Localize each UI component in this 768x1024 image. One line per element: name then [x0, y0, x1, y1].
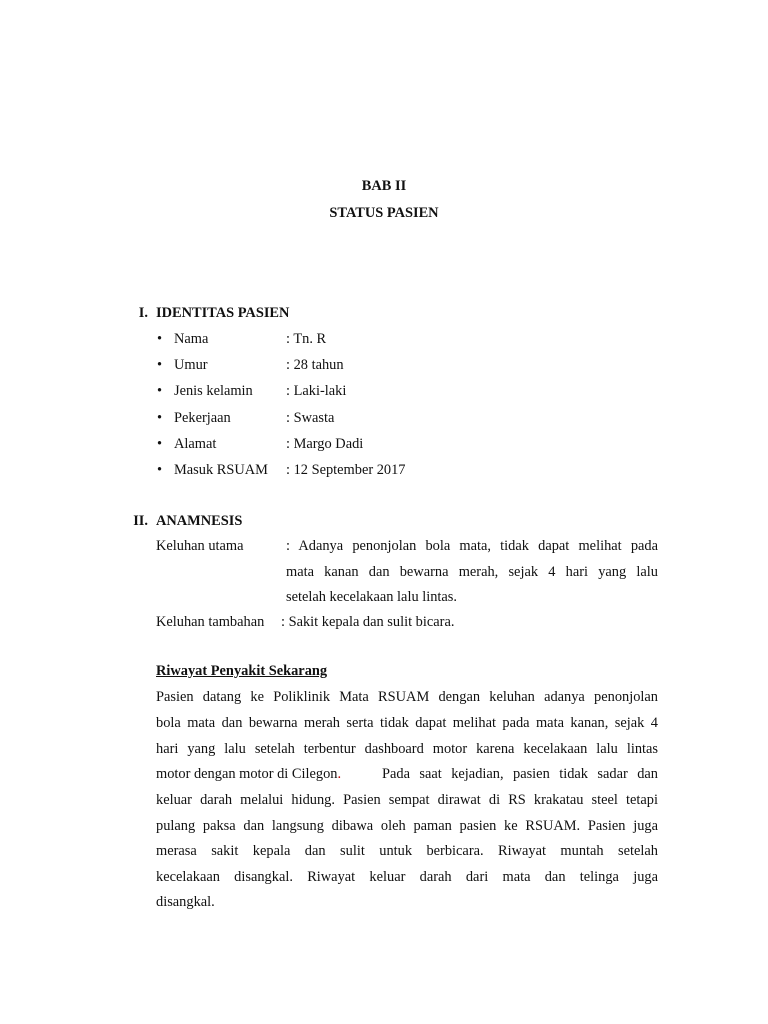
keluhan-tambahan-value: : Sakit kepala dan sulit bicara.: [281, 614, 455, 630]
riwayat-heading: Riwayat Penyakit Sekarang: [156, 663, 328, 679]
identity-value: : 12 September 2017: [286, 462, 406, 478]
riwayat-line: bola mata dan bewarna merah serta tidak dapat melihat pada mata kanan, sejak 4: [156, 715, 658, 731]
bullet-icon: •: [157, 462, 163, 478]
keluhan-utama-line: setelah kecelakaan lalu lintas.: [286, 589, 458, 605]
riwayat-line: keluar darah melalui hidung. Pasien sempat dirawat di RS krakatau steel tetapi: [156, 792, 658, 808]
riwayat-line: pulang paksa dan langsung dibawa oleh paman pasien ke RSUAM. Pasien juga: [156, 818, 658, 834]
section2-heading: ANAMNESIS: [156, 513, 243, 529]
identity-label: Jenis kelamin: [174, 383, 253, 399]
chapter-subtitle: STATUS PASIEN: [329, 205, 439, 221]
keluhan-utama-line: : Adanya penonjolan bola mata, tidak dapat melihat pada: [286, 538, 658, 554]
bullet-icon: •: [157, 436, 163, 452]
identity-label: Alamat: [174, 436, 217, 452]
keluhan-utama-line: mata kanan dan bewarna merah, sejak 4 hari yang lalu: [286, 564, 658, 580]
section1-number: I.: [138, 305, 148, 321]
riwayat-line: hari yang lalu setelah terbentur dashboard motor karena kecelakaan lalu lintas: [156, 741, 658, 757]
section2-number: II.: [133, 513, 148, 529]
section1-heading: IDENTITAS PASIEN: [156, 305, 290, 321]
riwayat-line-part: Pada saat kejadian, pasien tidak sadar dan: [382, 766, 658, 782]
riwayat-line: [156, 766, 658, 783]
keluhan-utama-label: Keluhan utama: [156, 538, 244, 554]
chapter-title: BAB II: [361, 178, 407, 194]
bullet-icon: •: [157, 357, 163, 373]
identity-label: Pekerjaan: [174, 410, 231, 426]
bullet-icon: •: [157, 383, 163, 399]
identity-value: : Tn. R: [286, 331, 327, 347]
identity-label: Umur: [174, 357, 208, 373]
riwayat-red-period: .: [337, 766, 342, 782]
riwayat-line-part: [156, 766, 341, 783]
keluhan-tambahan-label: Keluhan tambahan: [156, 614, 265, 630]
identity-value: : Swasta: [286, 410, 335, 426]
riwayat-line: kecelakaan disangkal. Riwayat keluar darah dari mata dan telinga juga: [156, 869, 658, 885]
riwayat-line: merasa sakit kepala dan sulit untuk berbicara. Riwayat muntah setelah: [156, 843, 658, 859]
identity-label: Masuk RSUAM: [174, 462, 268, 478]
identity-value: : Laki-laki: [286, 383, 347, 399]
identity-value: : Margo Dadi: [286, 436, 364, 452]
riwayat-line: Pasien datang ke Poliklinik Mata RSUAM dengan keluhan adanya penonjolan: [156, 689, 658, 705]
identity-label: Nama: [174, 331, 209, 347]
riwayat-text: motor dengan motor di Cilegon: [156, 766, 338, 782]
bullet-icon: •: [157, 331, 163, 347]
identity-value: : 28 tahun: [286, 357, 344, 373]
riwayat-line: disangkal.: [156, 894, 215, 910]
bullet-icon: •: [157, 410, 163, 426]
